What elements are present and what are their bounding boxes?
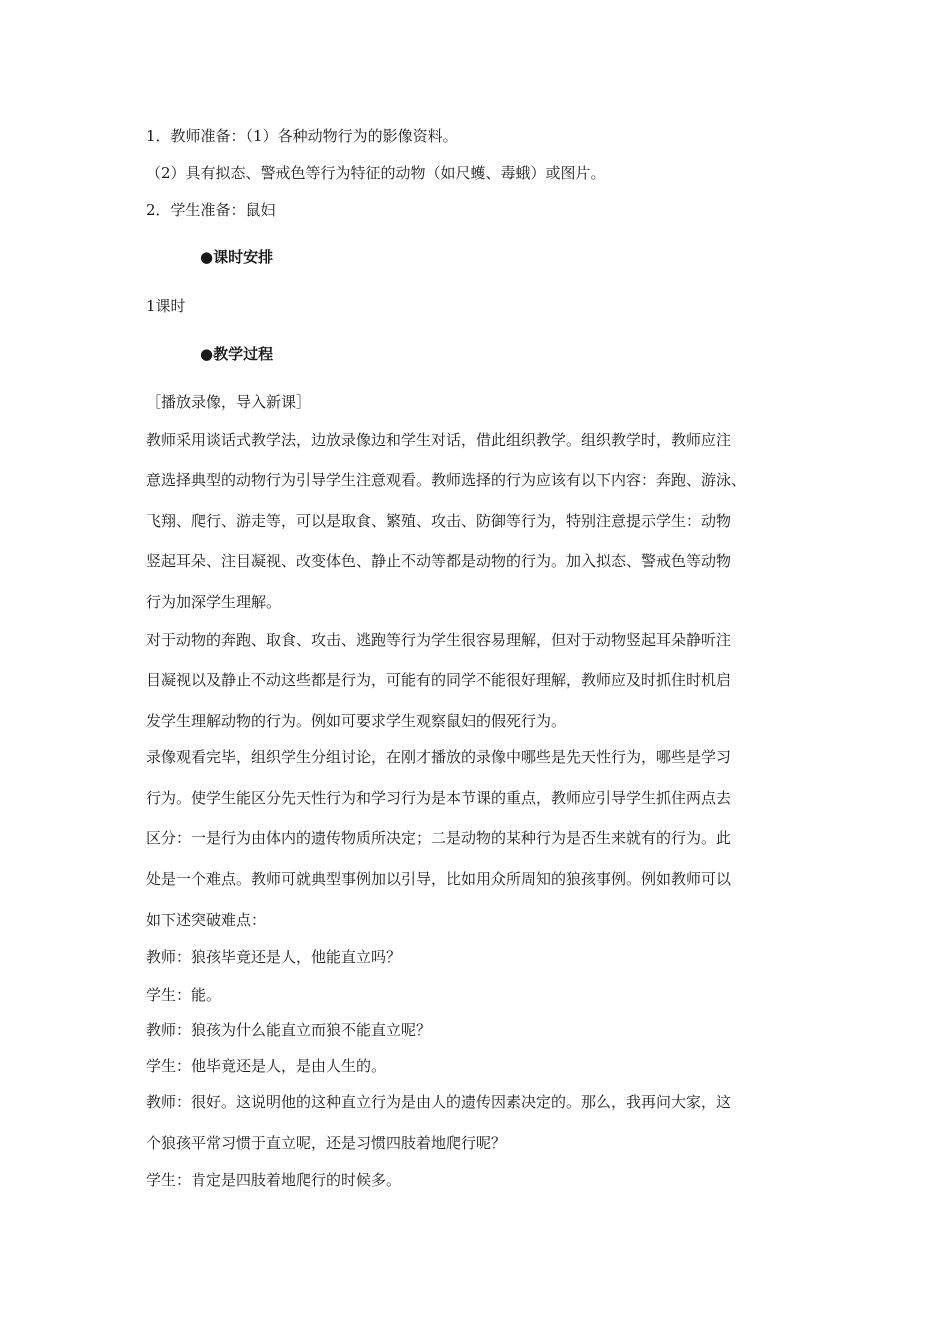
teacher-prep-item-2: （2）具有拟态、警戒色等行为特征的动物（如尺蠖、毒蛾）或图片。 <box>146 164 606 182</box>
dialogue-line: 学生：他毕竟还是人，是由人生的。 <box>146 1057 387 1075</box>
section-heading-process: ●教学过程 <box>200 345 274 363</box>
dialogue-line: 教师：很好。这说明他的这种直立行为是由人的遗传因素决定的。那么，我再问大家，这 <box>146 1093 732 1111</box>
teacher-prep-line: 1．教师准备：（1）各种动物行为的影像资料。 <box>146 127 458 145</box>
paragraph-line: 对于动物的奔跑、取食、攻击、逃跑等行为学生很容易理解，但对于动物竖起耳朵静听注 <box>146 631 732 649</box>
dialogue-line: 学生：肯定是四肢着地爬行的时候多。 <box>146 1171 402 1189</box>
schedule-text: 1课时 <box>146 297 186 315</box>
paragraph-line: 行为。使学生能区分先天性行为和学习行为是本节课的重点，教师应引导学生抓住两点去 <box>146 789 732 807</box>
paragraph-line: 意选择典型的动物行为引导学生注意观看。教师选择的行为应该有以下内容：奔跑、游泳、 <box>146 471 747 489</box>
paragraph-line: 发学生理解动物的行为。例如可要求学生观察鼠妇的假死行为。 <box>146 712 567 730</box>
paragraph-line: 如下述突破难点： <box>146 911 267 929</box>
student-prep-line: 2．学生准备：鼠妇 <box>146 201 276 219</box>
dialogue-line: 个狼孩平常习惯于直立呢，还是习惯四肢着地爬行呢？ <box>146 1134 507 1152</box>
paragraph-line: 目凝视以及静止不动这些都是行为，可能有的同学不能很好理解，教师应及时抓住时机启 <box>146 671 732 689</box>
paragraph-line: 行为加深学生理解。 <box>146 593 282 611</box>
paragraph-line: 处是一个难点。教师可就典型事例加以引导，比如用众所周知的狼孩事例。例如教师可以 <box>146 870 732 888</box>
paragraph-line: 录像观看完毕，组织学生分组讨论，在刚才播放的录像中哪些是先天性行为，哪些是学习 <box>146 748 732 766</box>
subsection-heading: ［播放录像，导入新课］ <box>146 393 312 411</box>
paragraph-line: 飞翔、爬行、游走等，可以是取食、繁殖、攻击、防御等行为，特别注意提示学生：动物 <box>146 512 732 530</box>
paragraph-line: 区分：一是行为由体内的遗传物质所决定；二是动物的某种行为是否生来就有的行为。此 <box>146 829 732 847</box>
paragraph-line: 竖起耳朵、注目凝视、改变体色、静止不动等都是动物的行为。加入拟态、警戒色等动物 <box>146 552 732 570</box>
section-heading-schedule: ●课时安排 <box>200 248 274 266</box>
paragraph-line: 教师采用谈话式教学法，边放录像边和学生对话，借此组织教学。组织教学时，教师应注 <box>146 431 732 449</box>
dialogue-line: 教师：狼孩毕竟还是人，他能直立吗？ <box>146 948 402 966</box>
dialogue-line: 学生：能。 <box>146 986 222 1004</box>
dialogue-line: 教师：狼孩为什么能直立而狼不能直立呢？ <box>146 1021 432 1039</box>
